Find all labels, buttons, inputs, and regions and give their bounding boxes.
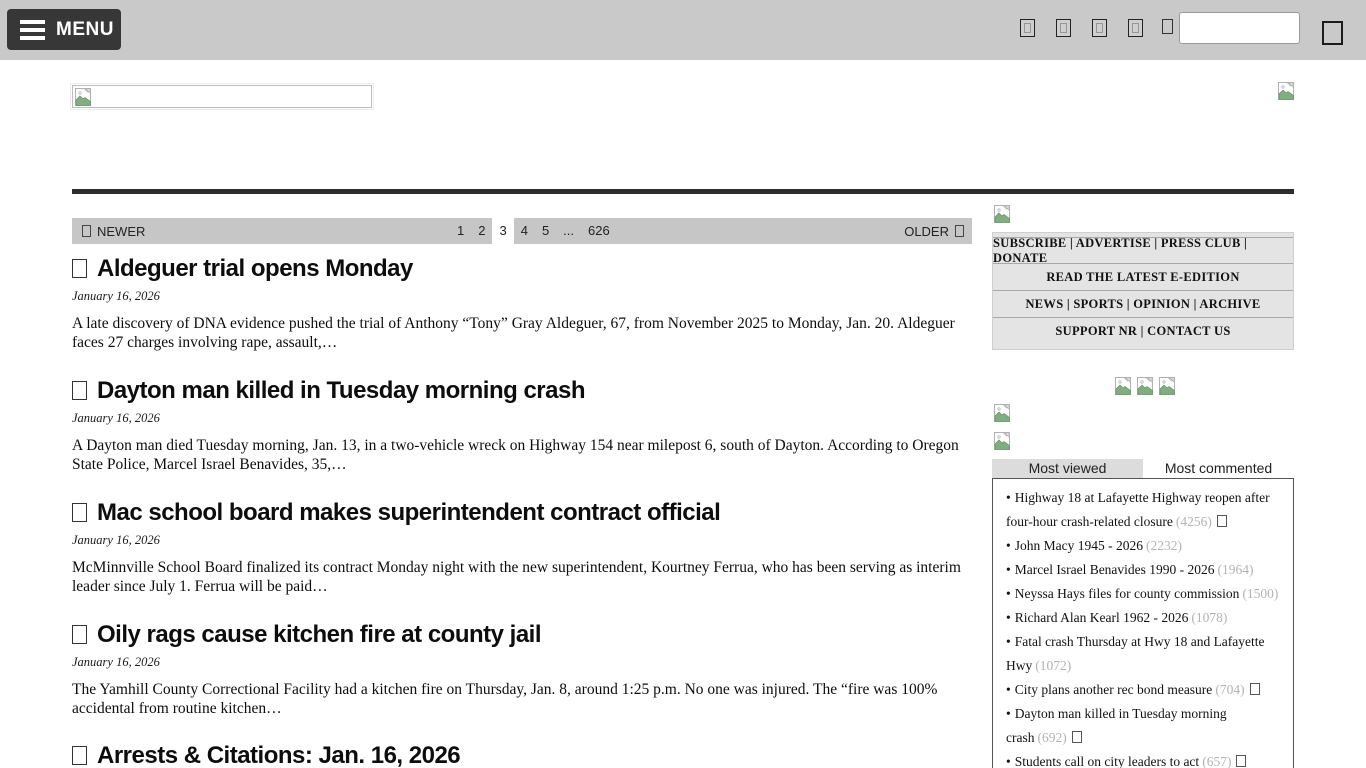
bullet-icon: • bbox=[1006, 586, 1011, 601]
social-share-icon[interactable] bbox=[1115, 377, 1132, 396]
bullet-icon: • bbox=[1006, 490, 1011, 505]
older-label: OLDER bbox=[904, 223, 949, 239]
article-item bbox=[72, 377, 972, 474]
topbar-social-icons bbox=[1020, 19, 1143, 37]
page-ellipsis: ... bbox=[563, 223, 575, 238]
article-item bbox=[72, 255, 972, 352]
view-count: ( 2232 ) bbox=[1146, 538, 1182, 553]
sidebar-nav-row-sections[interactable]: NEWS | SPORTS | OPINION | ARCHIVE bbox=[993, 291, 1293, 318]
broken-image-icon bbox=[75, 88, 92, 107]
sidebar-nav-box bbox=[992, 232, 1294, 350]
sidebar-ad-image[interactable] bbox=[994, 205, 1011, 224]
view-count: ( 1500 ) bbox=[1242, 586, 1278, 601]
most-viewed-link[interactable]: Richard Alan Kearl 1962 - 2026 bbox=[1014, 610, 1189, 625]
social-icon[interactable] bbox=[1128, 19, 1143, 37]
top-bar bbox=[0, 0, 1366, 60]
bullet-icon: • bbox=[1006, 634, 1011, 649]
tab-most-viewed[interactable]: Most viewed bbox=[992, 459, 1143, 478]
most-viewed-link[interactable]: City plans another rec bond measure bbox=[1014, 682, 1213, 697]
page-link[interactable]: 2 bbox=[478, 223, 486, 238]
hamburger-icon bbox=[20, 20, 45, 40]
newer-label: NEWER bbox=[97, 223, 146, 239]
page-link[interactable]: 4 bbox=[520, 223, 528, 238]
article-title[interactable] bbox=[72, 377, 972, 404]
article-date: January 16, 2026 bbox=[72, 411, 160, 425]
view-count: ( 704 ) bbox=[1215, 682, 1244, 697]
most-viewed-link[interactable]: Neyssa Hays files for county commission bbox=[1014, 586, 1240, 601]
view-count: ( 4256 ) bbox=[1176, 514, 1212, 529]
header-ad-image[interactable] bbox=[1278, 82, 1295, 101]
bullet-icon: • bbox=[1006, 754, 1011, 768]
most-viewed-item bbox=[1006, 702, 1283, 750]
article-doc-icon bbox=[72, 746, 87, 765]
article-date: January 16, 2026 bbox=[72, 533, 160, 547]
most-viewed-link[interactable]: Dayton man killed in Tuesday morning crash bbox=[1006, 706, 1227, 745]
article-title[interactable] bbox=[72, 255, 972, 282]
most-viewed-item bbox=[1006, 678, 1283, 702]
article-title[interactable] bbox=[72, 621, 972, 648]
sidebar-social-icons bbox=[1115, 377, 1176, 396]
comment-icon[interactable] bbox=[1236, 755, 1246, 767]
article-excerpt: A late discovery of DNA evidence pushed the trial of Anthony “Tony” Gray Aldeguer, 67, from November 2025 to Monday, Jan. 20. Aldeguer faces 27 charges involving rape, assault,… bbox=[72, 315, 955, 351]
article-item bbox=[72, 621, 972, 718]
most-viewed-item bbox=[1006, 558, 1283, 582]
page-links bbox=[450, 218, 617, 250]
comment-icon[interactable] bbox=[1217, 515, 1227, 527]
most-viewed-list bbox=[992, 478, 1294, 768]
article-item bbox=[72, 742, 972, 768]
comment-icon[interactable] bbox=[1072, 731, 1082, 743]
page-link[interactable]: 1 bbox=[457, 223, 465, 238]
most-viewed-item bbox=[1006, 630, 1283, 678]
social-share-icon[interactable] bbox=[1137, 377, 1154, 396]
search-icon bbox=[1162, 19, 1173, 34]
most-viewed-link[interactable]: Marcel Israel Benavides 1990 - 2026 bbox=[1014, 562, 1215, 577]
most-viewed-item bbox=[1006, 534, 1283, 558]
bullet-icon: • bbox=[1006, 682, 1011, 697]
page-current: 3 bbox=[492, 218, 513, 250]
article-date: January 16, 2026 bbox=[72, 289, 160, 303]
bullet-icon: • bbox=[1006, 538, 1011, 553]
view-count: ( 1078 ) bbox=[1191, 610, 1227, 625]
bullet-icon: • bbox=[1006, 562, 1011, 577]
article-doc-icon bbox=[72, 503, 87, 522]
content-divider bbox=[72, 189, 1294, 194]
social-icon[interactable] bbox=[1020, 19, 1035, 37]
article-title[interactable] bbox=[72, 499, 972, 526]
tab-most-commented[interactable]: Most commented bbox=[1164, 460, 1273, 476]
article-title-text: Aldeguer trial opens Monday bbox=[97, 255, 413, 282]
most-viewed-link[interactable]: John Macy 1945 - 2026 bbox=[1014, 538, 1143, 553]
menu-button[interactable] bbox=[7, 9, 121, 50]
older-button[interactable] bbox=[904, 218, 964, 244]
article-excerpt: McMinnville School Board finalized its contract Monday night with the new superintendent, Kourtney Ferrua, who has been serving as interim leader since July 1. Ferrua will be paid… bbox=[72, 559, 961, 595]
page-link[interactable]: 5 bbox=[541, 223, 550, 238]
view-count: ( 692 ) bbox=[1037, 730, 1066, 745]
article-doc-icon bbox=[72, 625, 87, 644]
article-excerpt: The Yamhill County Correctional Facility had a kitchen fire on Thursday, Jan. 8, around 1:25 p.m. No one was injured. The “fire was 100% accidental from routine kitchen… bbox=[72, 681, 938, 717]
social-icon[interactable] bbox=[1092, 19, 1107, 37]
view-count: ( 1964 ) bbox=[1218, 562, 1254, 577]
page-link[interactable]: 626 bbox=[588, 223, 610, 238]
social-icon[interactable] bbox=[1056, 19, 1071, 37]
sidebar-nav-row-support[interactable]: SUPPORT NR | CONTACT US bbox=[1055, 324, 1231, 338]
article-doc-icon bbox=[72, 259, 87, 278]
most-viewed-item bbox=[1006, 606, 1283, 630]
article-title-text: Dayton man killed in Tuesday morning crash bbox=[97, 377, 586, 404]
article-date: January 16, 2026 bbox=[72, 655, 160, 669]
article-excerpt: A Dayton man died Tuesday morning, Jan. 13, in a two-vehicle wreck on Highway 154 near milepost 6, south of Dayton. According to Oregon State Police, Marcel Israel Benavides, 35,… bbox=[72, 437, 959, 473]
sidebar-ad-image[interactable] bbox=[994, 432, 1011, 451]
most-viewed-link[interactable]: Students call on city leaders to act bbox=[1014, 754, 1200, 768]
article-title-text: Arrests & Citations: Jan. 16, 2026 bbox=[97, 742, 461, 768]
article-title[interactable] bbox=[72, 742, 972, 768]
newer-arrow-icon bbox=[82, 225, 91, 237]
article-title-text: Mac school board makes superintendent contract official bbox=[97, 499, 721, 526]
social-share-icon[interactable] bbox=[1159, 377, 1176, 396]
bullet-icon: • bbox=[1006, 610, 1011, 625]
search-button[interactable] bbox=[1322, 21, 1343, 45]
sidebar-nav-row-subscribe[interactable]: SUBSCRIBE | ADVERTISE | PRESS CLUB | DONATE bbox=[993, 237, 1293, 264]
view-count: ( 1072 ) bbox=[1035, 658, 1071, 673]
comment-icon[interactable] bbox=[1250, 683, 1260, 695]
article-item bbox=[72, 499, 972, 596]
sidebar-tabs bbox=[992, 459, 1294, 478]
newer-button[interactable] bbox=[82, 218, 145, 244]
most-viewed-item bbox=[1006, 750, 1283, 768]
sidebar-ad-image[interactable] bbox=[994, 404, 1011, 423]
article-doc-icon bbox=[72, 381, 87, 400]
article-title-text: Oily rags cause kitchen fire at county jail bbox=[97, 621, 542, 648]
older-arrow-icon bbox=[955, 225, 964, 237]
search-input[interactable] bbox=[1179, 12, 1300, 44]
most-viewed-link[interactable]: Fatal crash Thursday at Hwy 18 and Lafayette Hwy bbox=[1006, 634, 1265, 673]
view-count: ( 657 ) bbox=[1202, 754, 1231, 768]
site-logo[interactable] bbox=[72, 85, 372, 108]
pagination-bar bbox=[72, 218, 972, 244]
most-viewed-item bbox=[1006, 486, 1283, 534]
menu-button-label: MENU bbox=[56, 18, 114, 40]
sidebar-nav-row-eedition[interactable]: READ THE LATEST E-EDITION bbox=[993, 264, 1293, 291]
most-viewed-item bbox=[1006, 582, 1283, 606]
most-viewed-link[interactable]: Highway 18 at Lafayette Highway reopen after four-hour crash-related closure bbox=[1006, 490, 1270, 529]
bullet-icon: • bbox=[1006, 706, 1011, 721]
